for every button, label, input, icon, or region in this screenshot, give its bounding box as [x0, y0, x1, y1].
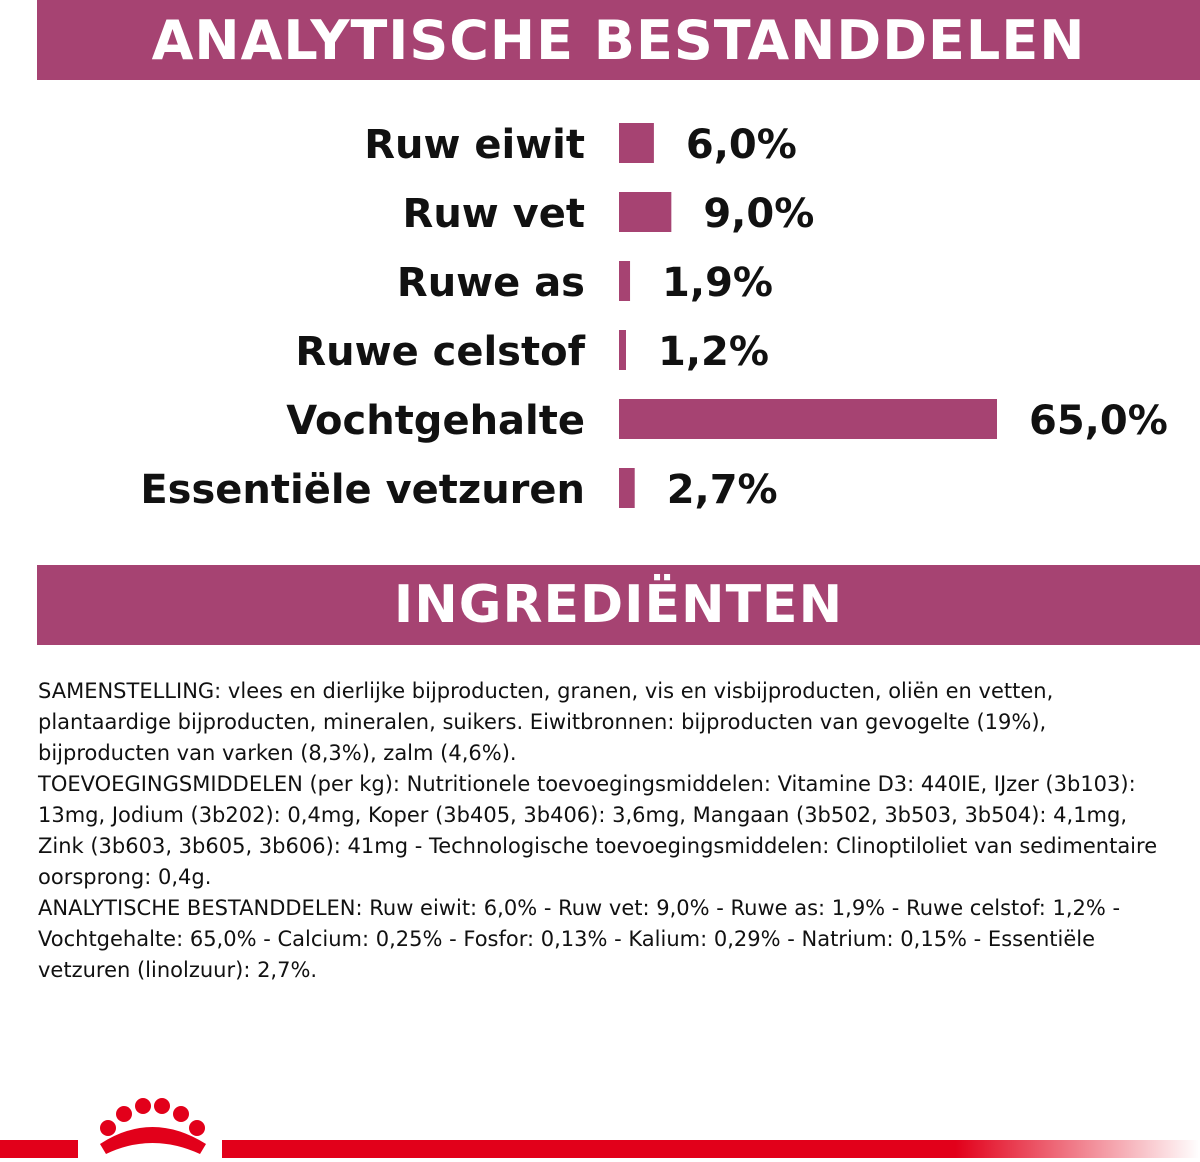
analytical-constituents-title: ANALYTISCHE BESTANDDELEN [151, 8, 1086, 72]
additives-paragraph: TOEVOEGINGSMIDDELEN (per kg): Nutritionele toevoegingsmiddelen: Vitamine D3: 440IE, IJzer (3b103): 13mg, Jodium (3b202): 0,4mg, Koper (3b405, 3b406): 3,6mg, Mangaan (3b502, 3b503, 3b504): 4,1mg, Zink (3b603, 3b605, 3b606): 41mg - Technologische toevoegingsmiddelen: Clinoptiloliet van sedimentaire oorsprong: 0,4g. [38, 772, 1158, 889]
bar-essentiele-vetzuren [619, 468, 635, 508]
bar-vochtgehalte [619, 399, 997, 439]
category-label-ruwe-celstof: Ruwe celstof [295, 329, 585, 375]
composition-paragraph: SAMENSTELLING: vlees en dierlijke bijproducten, granen, vis en visbijproducten, oliën en vetten, plantaardige bijproducten, mineralen, suikers. Eiwitbronnen: bijproducten van gevogelte (19%), bijproducten van varken (8,3%), zalm (4,6%). [38, 679, 1054, 765]
analytical-constituents-chart [0, 100, 1200, 520]
ingredients-title: INGREDIËNTEN [393, 575, 844, 635]
value-label-ruwe-as: 1,9% [662, 260, 773, 306]
value-label-vochtgehalte: 65,0% [1029, 398, 1168, 444]
value-label-ruw-eiwit: 6,0% [685, 122, 797, 168]
analytical-paragraph: ANALYTISCHE BESTANDDELEN: Ruw eiwit: 6,0% - Ruw vet: 9,0% - Ruwe as: 1,9% - Ruwe celstof: 1,2% - Vochtgehalte: 65,0% - Calcium: 0,25% - Fosfor: 0,13% - Kalium: 0,29% - Natrium: 0,15% - Essentiële vetzuren (linolzuur): 2,7%. [38, 896, 1121, 982]
category-label-vochtgehalte: Vochtgehalte [286, 398, 585, 444]
category-label-ruwe-as: Ruwe as [396, 260, 585, 306]
value-label-essentiele-vetzuren: 2,7% [666, 467, 778, 513]
bar-ruwe-celstof [619, 330, 626, 370]
value-label-ruw-vet: 9,0% [703, 191, 815, 237]
ingredients-header [37, 565, 1200, 645]
footer-line-left [0, 1140, 78, 1158]
ingredients-text [38, 676, 1168, 986]
category-label-essentiele-vetzuren: Essentiële vetzuren [140, 467, 585, 513]
category-label-ruw-eiwit: Ruw eiwit [364, 122, 585, 168]
brand-footer [0, 1090, 1200, 1162]
category-label-ruw-vet: Ruw vet [402, 191, 585, 237]
bar-ruwe-as [619, 261, 630, 301]
value-label-ruwe-celstof: 1,2% [658, 329, 769, 375]
crown-logo-icon [100, 1098, 206, 1154]
analytical-constituents-header [37, 0, 1200, 80]
footer-line-right [222, 1140, 1200, 1158]
bar-ruw-eiwit [619, 123, 654, 163]
bar-ruw-vet [619, 192, 671, 232]
